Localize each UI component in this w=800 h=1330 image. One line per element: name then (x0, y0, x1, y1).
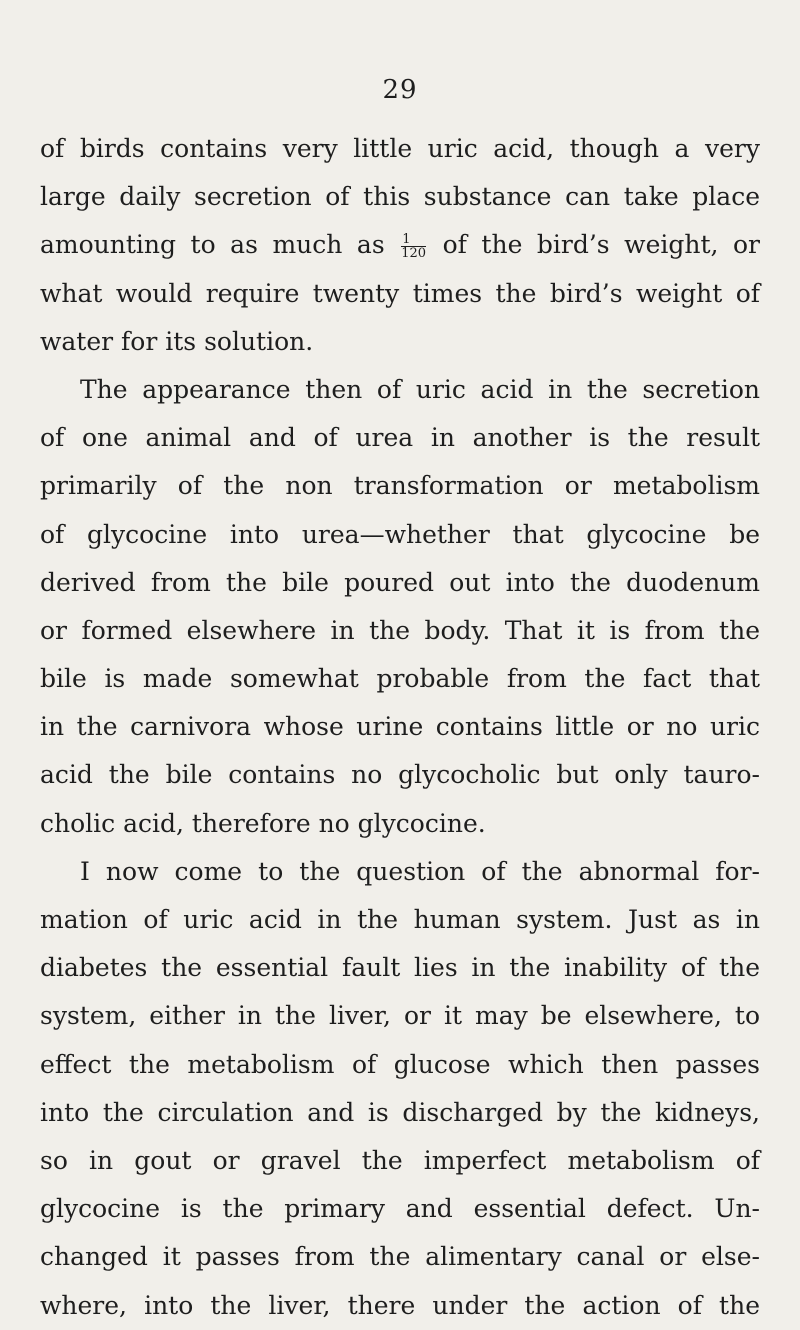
text-line: bile is made somewhat probable from the fact that (40, 664, 760, 694)
text-line: cholic acid, therefore no glycocine. (40, 808, 486, 838)
text-line: I now come to the question of the abnormal for- (80, 856, 760, 886)
fraction-numerator: 1 (401, 233, 426, 247)
text-line: or formed elsewhere in the body. That it is from the (40, 615, 760, 645)
page-number: 29 (382, 75, 418, 105)
text-line: of birds contains very little uric acid, though a very (40, 134, 760, 163)
text-line: of one animal and of urea in another is the result (40, 423, 760, 453)
text-line: of glycocine into urea—whether that glycocine be (40, 519, 760, 549)
paragraph (40, 125, 760, 366)
text-line: what would require twenty times the bird’s weight of (40, 278, 760, 308)
text-line: large daily secretion of this substance can take place (40, 182, 760, 212)
fraction (401, 233, 426, 260)
text-segment: amounting to as much as (40, 230, 385, 260)
text-line: The appearance then of uric acid in the secretion (80, 374, 760, 404)
text-line: derived from the bile poured out into the duodenum (40, 567, 760, 597)
text-line: diabetes the essential fault lies in the inability of the (40, 953, 760, 983)
text-line: mation of uric acid in the human system. Just as in (40, 905, 760, 934)
text-segment: of the bird’s weight, or (442, 230, 760, 260)
text-line-with-fraction (40, 221, 760, 269)
text-line: into the circulation and is discharged by the kidneys, (40, 1097, 760, 1127)
text-line: system, either in the liver, or it may be elsewhere, to (40, 1001, 760, 1031)
text-line: water for its solution. (40, 326, 314, 356)
text-line: changed it passes from the alimentary canal or else- (40, 1242, 760, 1272)
text-line: primarily of the non transformation or metabolism (40, 471, 760, 501)
text-line: glycocine is the primary and essential defect. Un- (40, 1194, 760, 1224)
fraction-denominator: 120 (401, 246, 427, 262)
paragraph (40, 848, 760, 1330)
paragraph (40, 366, 760, 848)
text-line: acid the bile contains no glycocholic but only tauro- (40, 760, 760, 790)
text-line: so in gout or gravel the imperfect metabolism of (40, 1145, 760, 1175)
text-line: in the carnivora whose urine contains little or no uric (40, 712, 760, 742)
text-line: where, into the liver, there under the action of the (40, 1290, 760, 1320)
text-line: effect the metabolism of glucose which then passes (40, 1049, 760, 1079)
body-text (40, 125, 760, 1330)
